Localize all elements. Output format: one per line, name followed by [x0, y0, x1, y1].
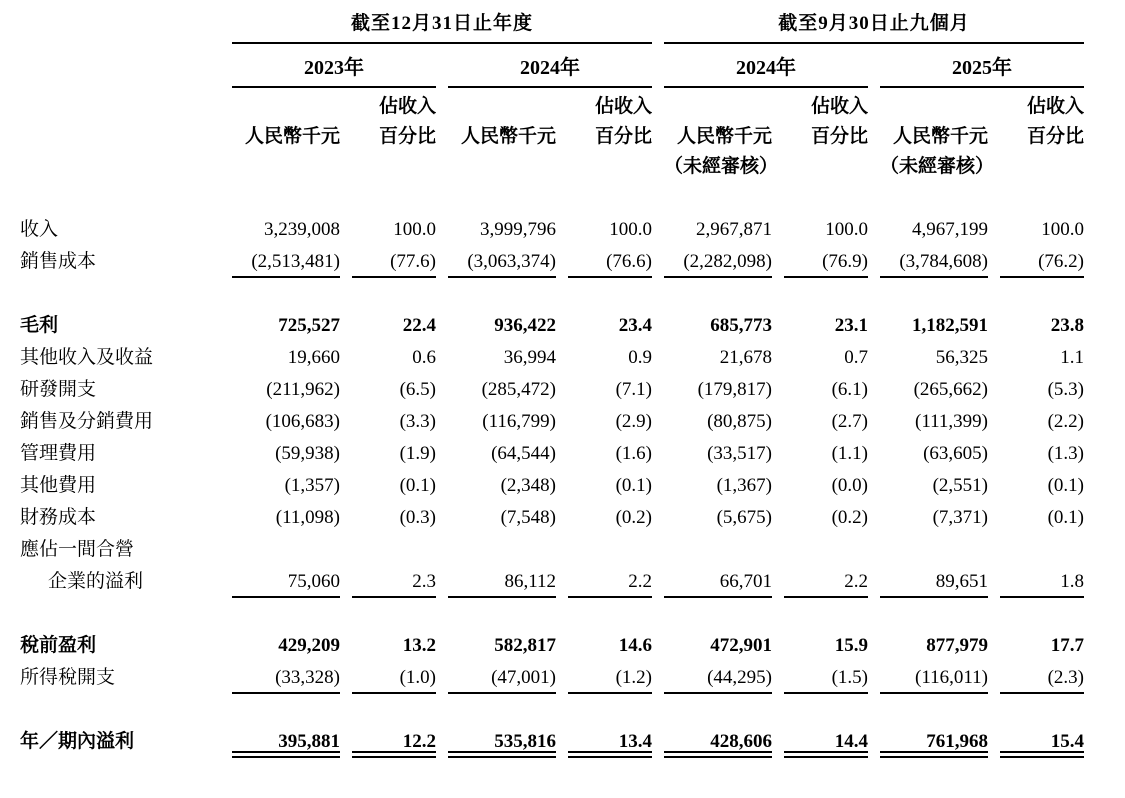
- subheader-amount-2024-annual: [448, 88, 556, 182]
- year-header-2023: 2023年: [232, 44, 436, 88]
- cell-percent: (0.2): [831, 507, 868, 528]
- cell-percent: (1.6): [615, 443, 652, 464]
- cell-percent: (76.6): [568, 246, 652, 278]
- period-header-annual: 截至12月31日止年度: [232, 10, 652, 44]
- row-label: 毛利: [20, 315, 59, 336]
- year-header-2024-annual: 2024年: [448, 44, 652, 88]
- cell-amount: (3,784,608): [880, 246, 988, 278]
- cell-amount: (1,367): [716, 475, 772, 496]
- cell-amount: 3,999,796: [480, 219, 556, 240]
- cell-percent: 15.9: [834, 635, 868, 656]
- cell-percent: 2.3: [352, 566, 436, 598]
- cell-amount: (1,357): [284, 475, 340, 496]
- header-body-gap: [20, 182, 1084, 214]
- cell-amount: (63,605): [923, 443, 988, 464]
- cell-percent: (2.7): [831, 411, 868, 432]
- cell-percent: (2.9): [615, 411, 652, 432]
- unaudited-note: （未經審核）: [880, 156, 995, 177]
- subheader-blank-line: [880, 92, 988, 122]
- subheader-blank-line: [448, 152, 556, 182]
- cell-amount: (59,938): [275, 443, 340, 464]
- cell-amount: [448, 534, 556, 566]
- cell-amount: 725,527: [278, 315, 340, 336]
- cell-amount: 1,182,591: [912, 315, 988, 336]
- cell-amount: (7,548): [500, 507, 556, 528]
- cell-amount: 428,606: [664, 726, 772, 758]
- cell-amount: 877,979: [926, 635, 988, 656]
- row-label: 其他費用: [20, 475, 97, 496]
- amount-header-label: 人民幣千元: [676, 126, 772, 147]
- unaudited-note: （未經審核）: [664, 156, 779, 177]
- cell-percent: 1.8: [1000, 566, 1084, 598]
- cell-amount: (11,098): [275, 507, 340, 528]
- cell-amount: (2,282,098): [664, 246, 772, 278]
- cell-amount: (106,683): [265, 411, 340, 432]
- cell-percent: 14.4: [784, 726, 868, 758]
- percent-header-line2: 百分比: [594, 126, 652, 147]
- row-gap: [20, 278, 1084, 310]
- row-label: 研發開支: [20, 379, 97, 400]
- cell-amount: (80,875): [707, 411, 772, 432]
- cell-amount: 4,967,199: [912, 219, 988, 240]
- cell-amount: 429,209: [278, 635, 340, 656]
- cell-percent: (1.2): [568, 662, 652, 694]
- amount-header-label: 人民幣千元: [892, 126, 988, 147]
- cell-amount: (179,817): [697, 379, 772, 400]
- row-label: 其他收入及收益: [20, 347, 154, 368]
- cell-percent: 23.1: [834, 315, 868, 336]
- subheader-blank-line: [568, 152, 652, 182]
- cell-amount: (47,001): [448, 662, 556, 694]
- period-header-nine-months: 截至9月30日止九個月: [664, 10, 1084, 44]
- cell-percent: 13.2: [402, 635, 436, 656]
- cell-percent: 0.7: [844, 347, 868, 368]
- subheader-amount-2023: [232, 88, 340, 182]
- cell-amount: 2,967,871: [696, 219, 772, 240]
- amount-header-label: 人民幣千元: [460, 126, 556, 147]
- cell-percent: 100.0: [825, 219, 868, 240]
- row-label: 稅前盈利: [20, 635, 97, 656]
- cell-percent: (7.1): [615, 379, 652, 400]
- cell-percent: (1.9): [399, 443, 436, 464]
- cell-amount: 36,994: [503, 347, 556, 368]
- cell-percent: [568, 534, 652, 566]
- cell-amount: (5,675): [716, 507, 772, 528]
- cell-percent: (0.3): [399, 507, 436, 528]
- cell-amount: (64,544): [491, 443, 556, 464]
- cell-amount: 66,701: [664, 566, 772, 598]
- cell-percent: (1.3): [1047, 443, 1084, 464]
- row-label: 收入: [20, 219, 59, 240]
- cell-amount: 761,968: [880, 726, 988, 758]
- cell-amount: 86,112: [448, 566, 556, 598]
- cell-percent: (0.1): [1047, 507, 1084, 528]
- year-header-2024-nine-months: 2024年: [664, 44, 868, 88]
- row-label: 管理費用: [20, 443, 97, 464]
- percent-header-line1: 佔收入: [810, 96, 868, 117]
- cell-percent: (1.0): [352, 662, 436, 694]
- cell-amount: (33,517): [707, 443, 772, 464]
- percent-header-line2: 百分比: [1026, 126, 1084, 147]
- cell-amount: (2,513,481): [232, 246, 340, 278]
- cell-percent: 2.2: [568, 566, 652, 598]
- cell-amount: 75,060: [232, 566, 340, 598]
- cell-percent: (3.3): [399, 411, 436, 432]
- subheader-blank-line: [232, 92, 340, 122]
- cell-percent: (0.2): [615, 507, 652, 528]
- cell-amount: 535,816: [448, 726, 556, 758]
- row-label: 應佔一間合營: [20, 539, 135, 560]
- header-spacer: [20, 44, 220, 76]
- subheader-amount-2025-nine-months: [880, 88, 995, 182]
- cell-amount: (2,348): [500, 475, 556, 496]
- cell-amount: (265,662): [913, 379, 988, 400]
- subheader-amount-2024-nine-months: [664, 88, 779, 182]
- cell-percent: 15.4: [1000, 726, 1084, 758]
- cell-percent: 23.4: [618, 315, 652, 336]
- cell-percent: (2.2): [1047, 411, 1084, 432]
- cell-amount: 19,660: [287, 347, 340, 368]
- cell-percent: 14.6: [618, 635, 652, 656]
- cell-amount: (33,328): [232, 662, 340, 694]
- subheader-blank-line: [784, 152, 868, 182]
- row-gap: [20, 694, 1084, 726]
- cell-amount: 21,678: [719, 347, 772, 368]
- cell-amount: 3,239,008: [264, 219, 340, 240]
- cell-percent: 13.4: [568, 726, 652, 758]
- percent-header-line2: 百分比: [810, 126, 868, 147]
- cell-percent: (2.3): [1000, 662, 1084, 694]
- cell-percent: (0.1): [1047, 475, 1084, 496]
- percent-header-line1: 佔收入: [1026, 96, 1084, 117]
- cell-percent: (6.1): [831, 379, 868, 400]
- cell-amount: (285,472): [481, 379, 556, 400]
- cell-amount: 582,817: [494, 635, 556, 656]
- percent-header-line1: 佔收入: [594, 96, 652, 117]
- cell-amount: (2,551): [932, 475, 988, 496]
- cell-percent: 2.2: [784, 566, 868, 598]
- cell-percent: 100.0: [393, 219, 436, 240]
- cell-amount: (116,799): [482, 411, 556, 432]
- cell-amount: (116,011): [880, 662, 988, 694]
- subheader-percent-2025-nine-months: [1000, 88, 1084, 182]
- cell-percent: (0.0): [831, 475, 868, 496]
- year-header-2025-nine-months: 2025年: [880, 44, 1084, 88]
- subheader-blank-line: [664, 92, 772, 122]
- cell-amount: 89,651: [880, 566, 988, 598]
- cell-percent: 23.8: [1050, 315, 1084, 336]
- cell-percent: (76.9): [784, 246, 868, 278]
- cell-percent: (5.3): [1047, 379, 1084, 400]
- cell-amount: 936,422: [494, 315, 556, 336]
- cell-amount: [880, 534, 988, 566]
- cell-percent: (0.1): [399, 475, 436, 496]
- cell-percent: 0.9: [628, 347, 652, 368]
- subheader-percent-2024-nine-months: [784, 88, 868, 182]
- cell-percent: 22.4: [402, 315, 436, 336]
- cell-percent: 100.0: [1041, 219, 1084, 240]
- cell-percent: 100.0: [609, 219, 652, 240]
- cell-percent: (1.5): [784, 662, 868, 694]
- cell-amount: (7,371): [932, 507, 988, 528]
- cell-amount: 472,901: [710, 635, 772, 656]
- cell-percent: (6.5): [399, 379, 436, 400]
- row-gap: [20, 598, 1084, 630]
- cell-amount: [664, 534, 772, 566]
- header-spacer: [20, 88, 220, 182]
- cell-percent: (77.6): [352, 246, 436, 278]
- subheader-blank-line: [232, 152, 340, 182]
- cell-amount: (111,399): [915, 411, 988, 432]
- subheader-blank-line: [448, 92, 556, 122]
- cell-amount: (211,962): [266, 379, 340, 400]
- cell-percent: [1000, 534, 1084, 566]
- cell-amount: (44,295): [664, 662, 772, 694]
- cell-percent: (1.1): [831, 443, 868, 464]
- cell-percent: [352, 534, 436, 566]
- cell-percent: (0.1): [615, 475, 652, 496]
- row-label: 銷售成本: [20, 251, 97, 272]
- cell-amount: (3,063,374): [448, 246, 556, 278]
- subheader-blank-line: [352, 152, 436, 182]
- cell-amount: 56,325: [935, 347, 988, 368]
- subheader-blank-line: [1000, 152, 1084, 182]
- cell-percent: 12.2: [352, 726, 436, 758]
- percent-header-line1: 佔收入: [378, 96, 436, 117]
- row-label: 企業的溢利: [48, 571, 144, 592]
- cell-amount: [232, 534, 340, 566]
- cell-amount: 395,881: [232, 726, 340, 758]
- percent-header-line2: 百分比: [378, 126, 436, 147]
- cell-percent: 1.1: [1060, 347, 1084, 368]
- row-label: 年／期內溢利: [20, 731, 135, 752]
- header-spacer: [20, 10, 220, 42]
- cell-percent: 17.7: [1050, 635, 1084, 656]
- row-label: 所得稅開支: [20, 667, 116, 688]
- cell-percent: (76.2): [1000, 246, 1084, 278]
- row-label: 財務成本: [20, 507, 97, 528]
- cell-amount: 685,773: [710, 315, 772, 336]
- subheader-percent-2023: [352, 88, 436, 182]
- row-label: 銷售及分銷費用: [20, 411, 154, 432]
- cell-percent: 0.6: [412, 347, 436, 368]
- subheader-percent-2024-annual: [568, 88, 652, 182]
- cell-percent: [784, 534, 868, 566]
- amount-header-label: 人民幣千元: [244, 126, 340, 147]
